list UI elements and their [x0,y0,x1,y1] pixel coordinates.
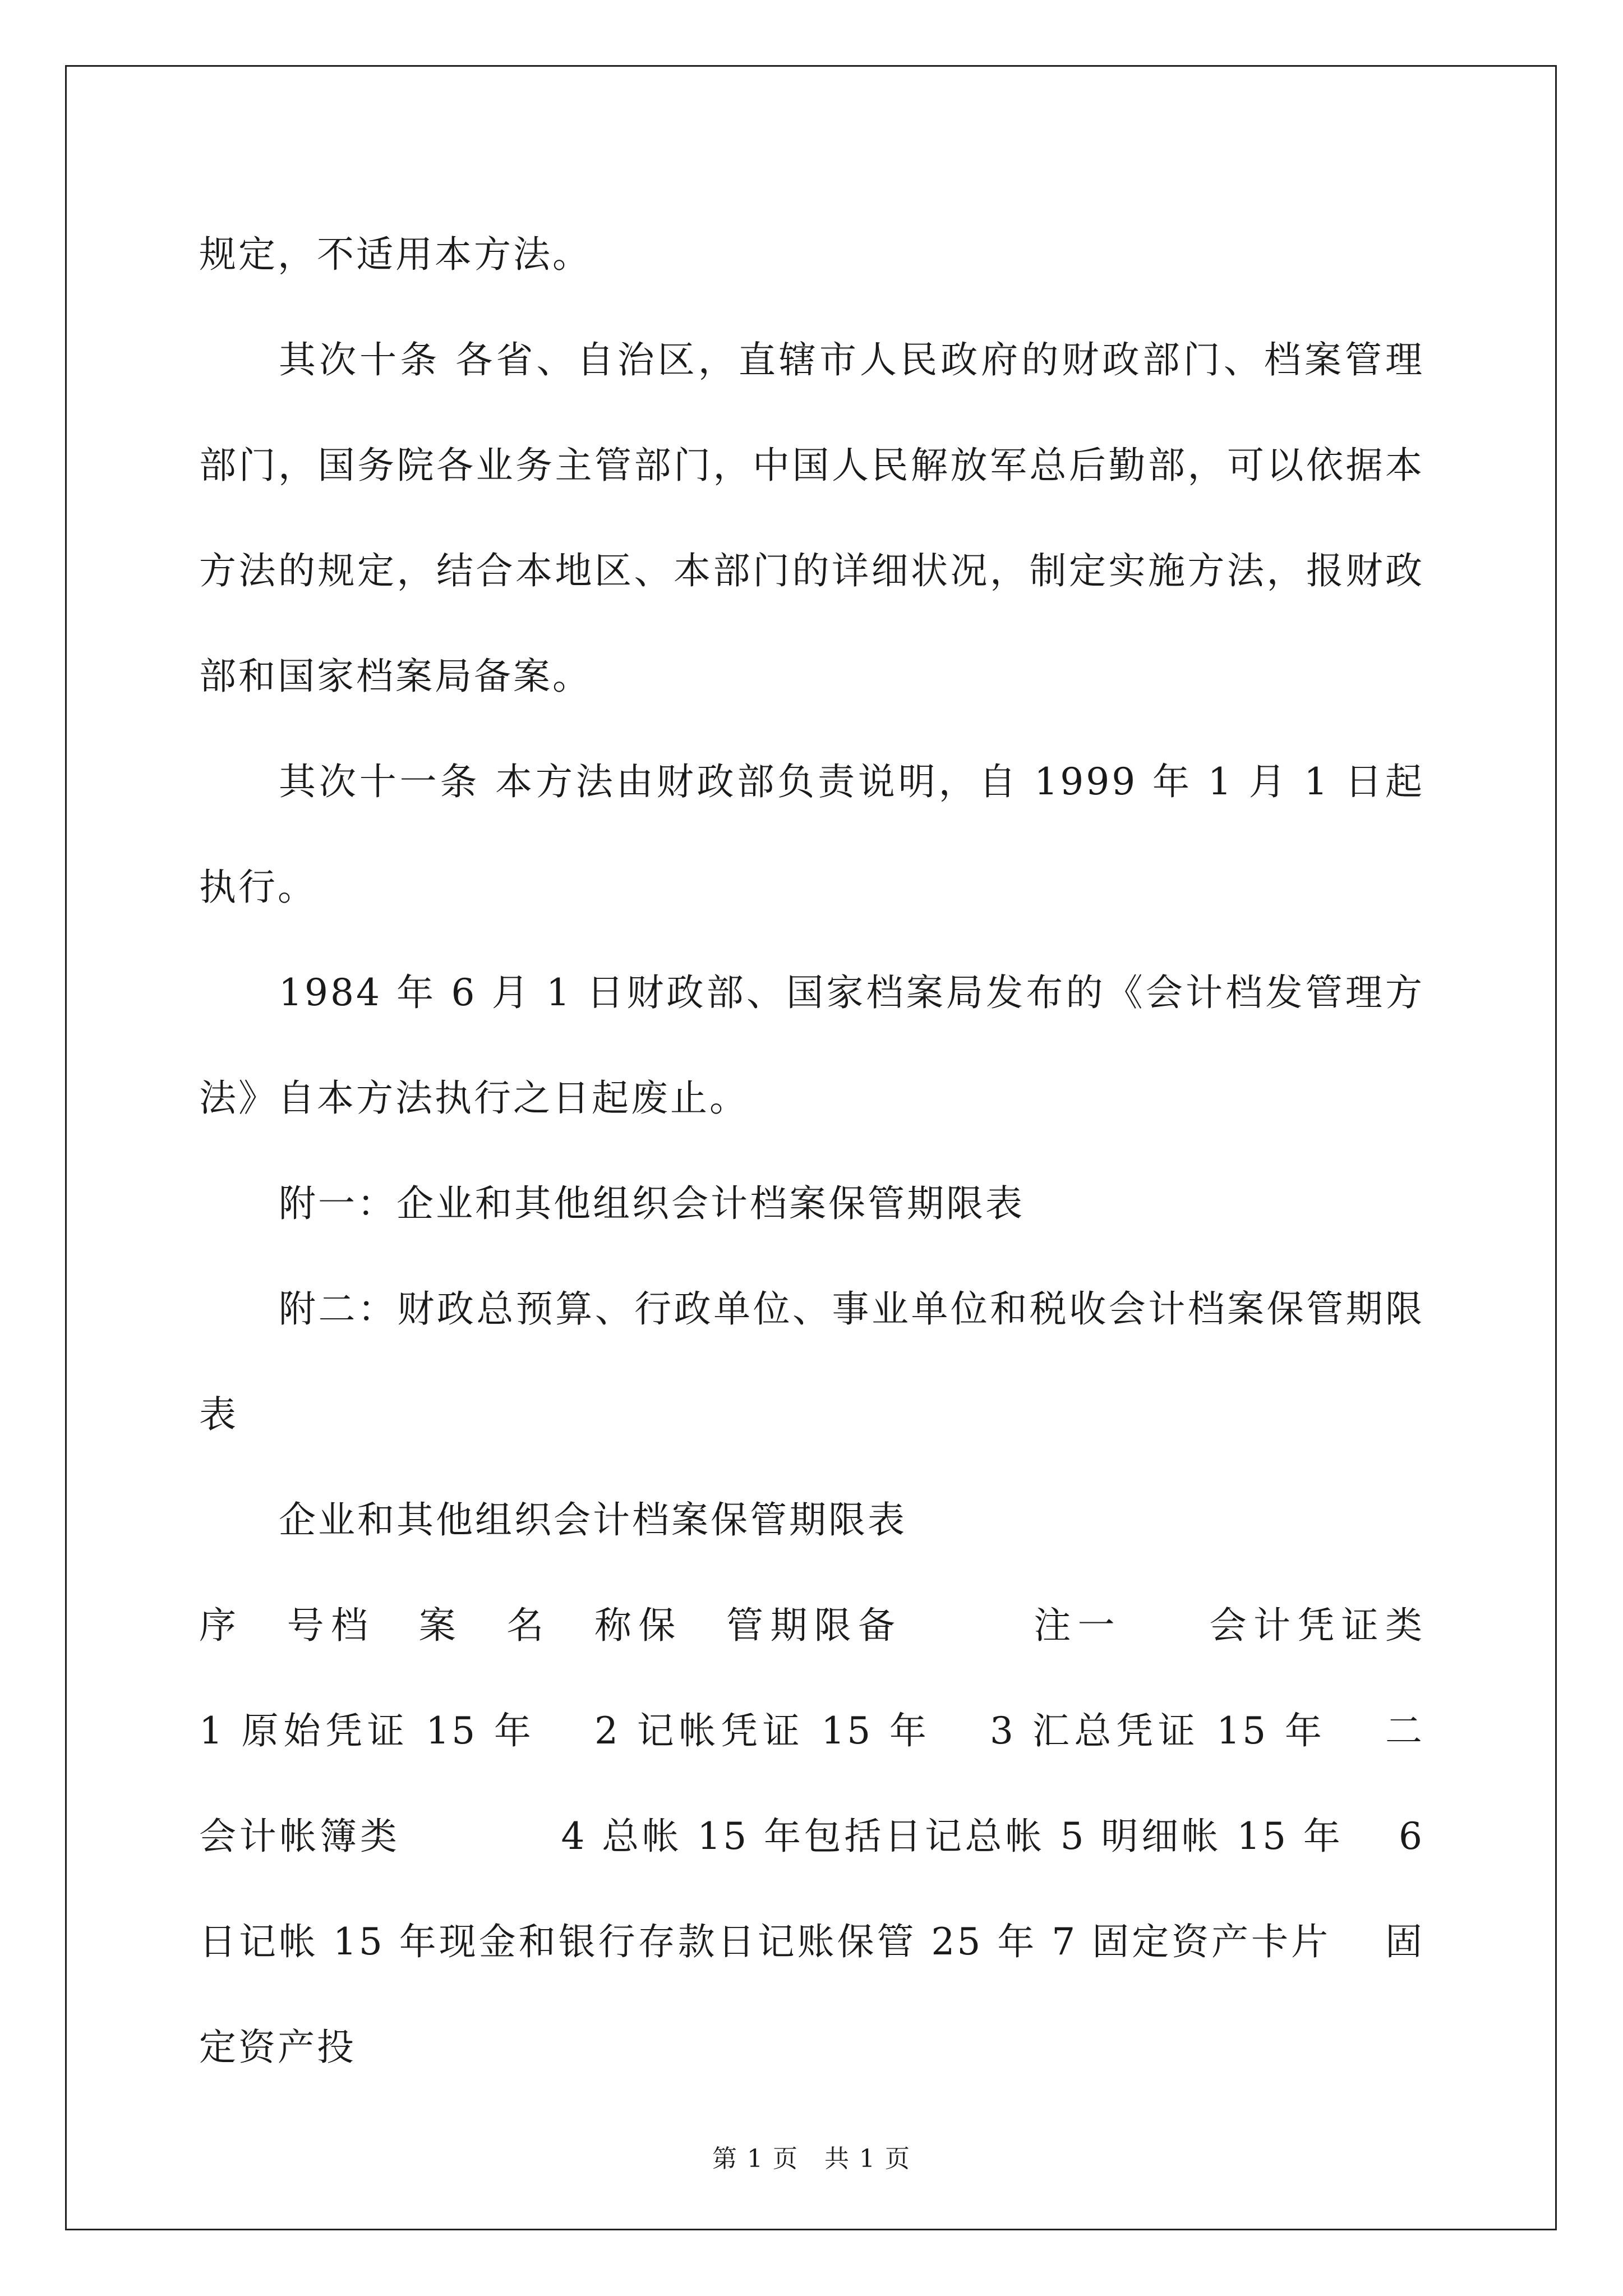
paragraph-appendix-1: 附一：企业和其他组织会计档案保管期限表 [279,1182,1025,1225]
paragraph-repeal: 1984 年 6 月 1 日财政部、国家档案局发布的《会计档发管理方法》自本方法执行之日起废止。 [199,971,1424,1120]
paragraph-1: 规定，不适用本方法。 [199,233,592,276]
paragraph-article-20: 其次十条 各省、自治区，直辖市人民政府的财政部门、档案管理部门，国务院各业务主管部门，中国人民解放军总后勤部，可以依据本方法的规定，结合本地区、本部门的详细状况，制定实施方法，报财政部和国家档案局备案。 [199,338,1424,698]
table-title: 企业和其他组织会计档案保管期限表 [279,1498,907,1542]
page-footer: 第 1 页 共 1 页 [712,2145,911,2173]
paragraph-appendix-2: 附二：财政总预算、行政单位、事业单位和税收会计档案保管期限表 [199,1287,1424,1436]
document-body [199,202,1621,2100]
table-text: 序 号档 案 名 称保 管期限备 注一 会计凭证类 1 原始凭证 15 年 2 记帐凭证 15 年 3 汇总凭证 15 年 二 会计帐簿类 4 总帐 15 年包括日记总帐 5 明细帐 15 年 6 日记帐 15 年现金和银行存款日记账保管 25 年 7 固定资产卡片 固定资产投 [199,1604,1621,2069]
paragraph-article-21: 其次十一条 本方法由财政部负责说明，自 1999 年 1 月 1 日起执行。 [199,760,1424,909]
